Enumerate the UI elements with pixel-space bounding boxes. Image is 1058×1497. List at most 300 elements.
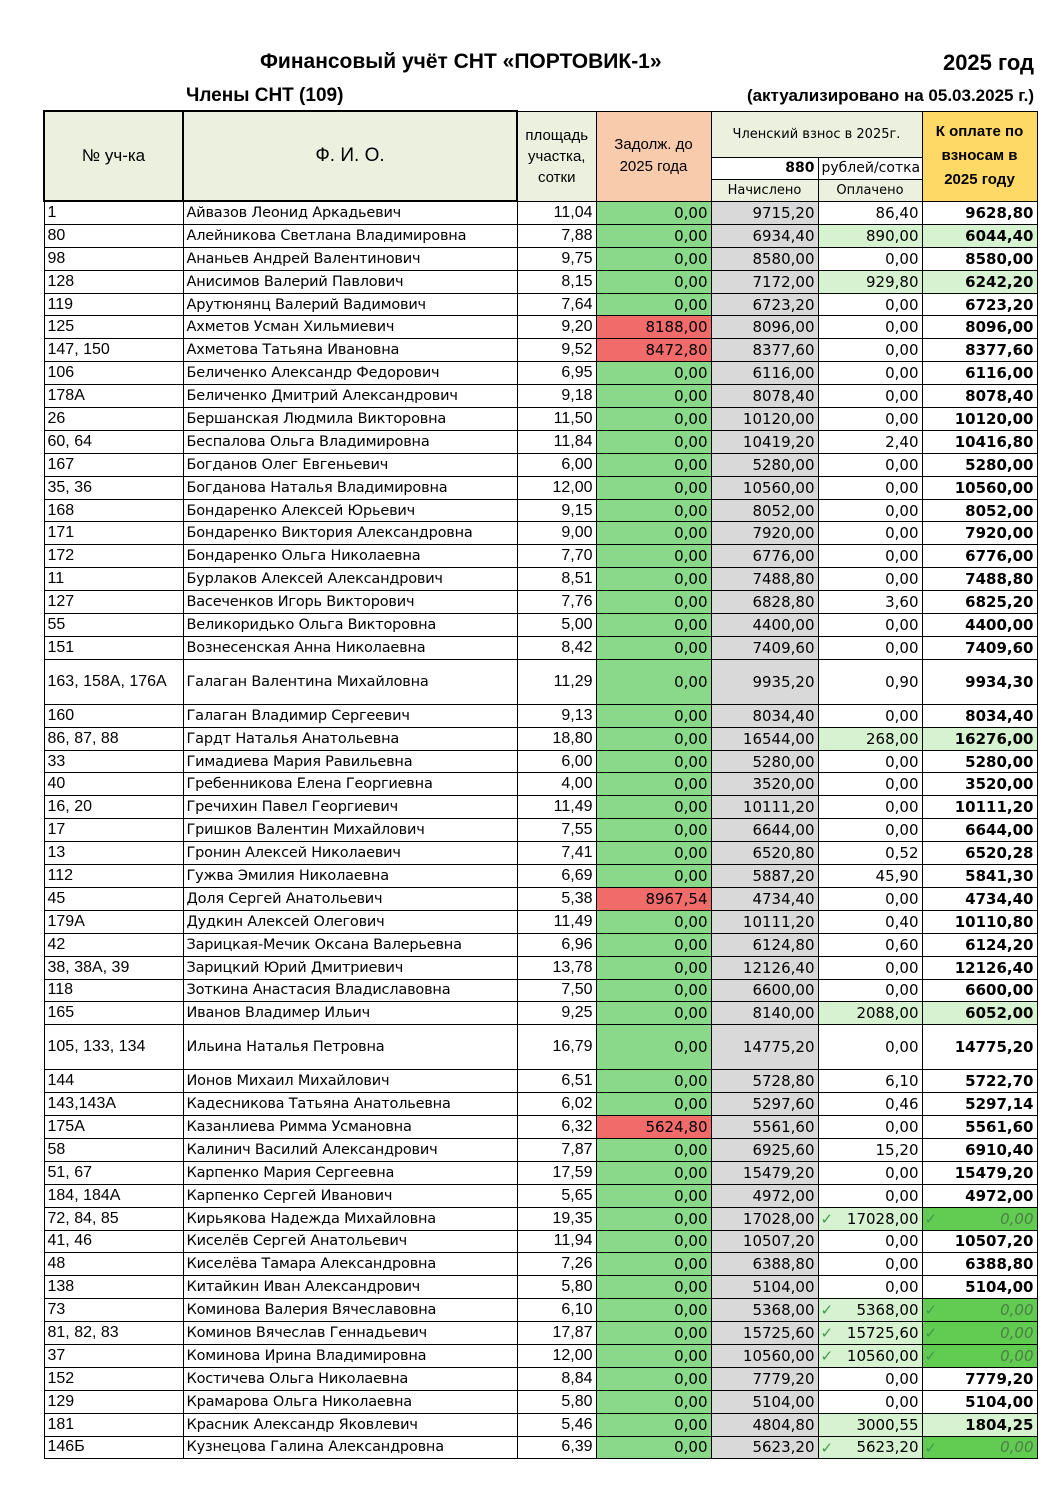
plot-number: 138 [44, 1276, 183, 1299]
table-row [44, 979, 1037, 1002]
plot-area: 5,65 [517, 1184, 596, 1207]
table-row [44, 1207, 1037, 1230]
plot-area: 6,02 [517, 1093, 596, 1116]
table-row [44, 453, 1037, 476]
to-pay-value: 6242,20 [922, 270, 1037, 293]
to-pay-value: 6520,28 [922, 842, 1037, 865]
to-pay-value: 6044,40 [922, 224, 1037, 247]
debt-value: 0,00 [596, 727, 711, 750]
accrued-value: 5104,00 [711, 1390, 818, 1413]
to-pay-value: 6644,00 [922, 819, 1037, 842]
to-pay-value: 4972,00 [922, 1184, 1037, 1207]
table-row [44, 819, 1037, 842]
col-plot: № уч-ка [44, 111, 183, 201]
debt-value: 0,00 [596, 522, 711, 545]
plot-number: 118 [44, 979, 183, 1002]
member-name: Алейникова Светлана Владимировна [183, 224, 517, 247]
paid-value: 0,40 [818, 910, 922, 933]
member-name: Гришков Валентин Михайлович [183, 819, 517, 842]
debt-value: 0,00 [596, 796, 711, 819]
debt-value: 0,00 [596, 293, 711, 316]
to-pay-value: ✓ 0,00 [922, 1207, 1037, 1230]
plot-number: 16, 20 [44, 796, 183, 819]
to-pay-value: ✓ 0,00 [922, 1299, 1037, 1322]
table-row [44, 1436, 1037, 1459]
member-name: Гимадиева Мария Равильевна [183, 750, 517, 773]
paid-value: 0,00 [818, 750, 922, 773]
member-name: Карпенко Сергей Иванович [183, 1184, 517, 1207]
plot-area: 7,70 [517, 545, 596, 568]
plot-area: 11,94 [517, 1230, 596, 1253]
member-name: Костичева Ольга Николаевна [183, 1367, 517, 1390]
paid-value: 0,00 [818, 568, 922, 591]
debt-value: 0,00 [596, 933, 711, 956]
member-name: Ильина Наталья Петровна [183, 1025, 517, 1070]
plot-area: 7,64 [517, 293, 596, 316]
plot-area: 8,51 [517, 568, 596, 591]
paid-value: 0,00 [818, 453, 922, 476]
plot-number: 11 [44, 568, 183, 591]
table-row [44, 1138, 1037, 1161]
debt-value: 0,00 [596, 453, 711, 476]
member-name: Бурлаков Алексей Александрович [183, 568, 517, 591]
plot-area: 5,38 [517, 887, 596, 910]
plot-number: 168 [44, 499, 183, 522]
accrued-value: 7488,80 [711, 568, 818, 591]
to-pay-value: 10560,00 [922, 476, 1037, 499]
plot-number: 143,143А [44, 1093, 183, 1116]
paid-value: ✓ 5368,00 [818, 1299, 922, 1322]
plot-number: 17 [44, 819, 183, 842]
document-title: Финансовый учёт СНТ «ПОРТОВИК-1» [260, 50, 662, 73]
plot-area: 7,50 [517, 979, 596, 1002]
plot-area: 9,52 [517, 339, 596, 362]
paid-value: 0,00 [818, 704, 922, 727]
accrued-value: 15725,60 [711, 1322, 818, 1345]
accrued-value: 4400,00 [711, 614, 818, 637]
accrued-value: 17028,00 [711, 1207, 818, 1230]
accrued-value: 7920,00 [711, 522, 818, 545]
to-pay-value: 10416,80 [922, 430, 1037, 453]
table-row [44, 1390, 1037, 1413]
table-row [44, 910, 1037, 933]
table-row [44, 1367, 1037, 1390]
member-name: Карпенко Мария Сергеевна [183, 1161, 517, 1184]
paid-value: 45,90 [818, 865, 922, 888]
member-name: Гребенникова Елена Георгиевна [183, 773, 517, 796]
plot-area: 12,00 [517, 476, 596, 499]
to-pay-value: 6052,00 [922, 1002, 1037, 1025]
plot-number: 171 [44, 522, 183, 545]
paid-value: 6,10 [818, 1070, 922, 1093]
accrued-value: 6644,00 [711, 819, 818, 842]
plot-number: 58 [44, 1138, 183, 1161]
debt-value: 0,00 [596, 1230, 711, 1253]
to-pay-value: ✓ 0,00 [922, 1344, 1037, 1367]
table-row [44, 1116, 1037, 1139]
table-row [44, 316, 1037, 339]
accrued-value: 14775,20 [711, 1025, 818, 1070]
table-row [44, 522, 1037, 545]
to-pay-value: 5722,70 [922, 1070, 1037, 1093]
plot-area: 13,78 [517, 956, 596, 979]
plot-area: 11,50 [517, 408, 596, 431]
plot-number: 163, 158А, 176А [44, 659, 183, 704]
member-name: Арутюнянц Валерий Вадимович [183, 293, 517, 316]
plot-area: 8,42 [517, 636, 596, 659]
member-name: Коминова Валерия Вячеславовна [183, 1299, 517, 1322]
plot-area: 11,84 [517, 430, 596, 453]
plot-area: 12,00 [517, 1344, 596, 1367]
member-name: Гречихин Павел Георгиевич [183, 796, 517, 819]
to-pay-value: 5561,60 [922, 1116, 1037, 1139]
to-pay-value: 6723,20 [922, 293, 1037, 316]
to-pay-value: 6116,00 [922, 362, 1037, 385]
member-name: Беспалова Ольга Владимировна [183, 430, 517, 453]
table-row [44, 270, 1037, 293]
plot-number: 26 [44, 408, 183, 431]
plot-area: 6,69 [517, 865, 596, 888]
debt-value: 0,00 [596, 704, 711, 727]
to-pay-value: 8096,00 [922, 316, 1037, 339]
member-name: Бондаренко Алексей Юрьевич [183, 499, 517, 522]
fee-rate-value: 880 [711, 157, 818, 179]
plot-number: 160 [44, 704, 183, 727]
plot-area: 9,25 [517, 1002, 596, 1025]
paid-value: 2,40 [818, 430, 922, 453]
to-pay-value: 9628,80 [922, 201, 1037, 224]
table-row [44, 1230, 1037, 1253]
debt-value: 0,00 [596, 842, 711, 865]
debt-value: 0,00 [596, 1138, 711, 1161]
table-row [44, 842, 1037, 865]
member-name: Гронин Алексей Николаевич [183, 842, 517, 865]
to-pay-value: 7920,00 [922, 522, 1037, 545]
table-row [44, 247, 1037, 270]
paid-value: 0,00 [818, 956, 922, 979]
to-pay-value: 14775,20 [922, 1025, 1037, 1070]
plot-area: 5,46 [517, 1413, 596, 1436]
debt-value: 0,00 [596, 1184, 711, 1207]
member-name: Ахметов Усман Хильмиевич [183, 316, 517, 339]
plot-number: 144 [44, 1070, 183, 1093]
debt-value: 0,00 [596, 430, 711, 453]
accrued-value: 8052,00 [711, 499, 818, 522]
paid-value: 0,00 [818, 1253, 922, 1276]
member-name: Гужва Эмилия Николаевна [183, 865, 517, 888]
accrued-value: 7172,00 [711, 270, 818, 293]
col-to-pay: К оплате по взносам в 2025 году [922, 111, 1037, 201]
table-row [44, 887, 1037, 910]
plot-area: 11,49 [517, 796, 596, 819]
plot-area: 9,13 [517, 704, 596, 727]
paid-value: 0,00 [818, 819, 922, 842]
members-count: Члены СНТ (109) [186, 85, 344, 106]
to-pay-value: 4400,00 [922, 614, 1037, 637]
plot-area: 6,10 [517, 1299, 596, 1322]
table-row [44, 430, 1037, 453]
debt-value: 0,00 [596, 1299, 711, 1322]
paid-value: 0,00 [818, 339, 922, 362]
plot-number: 165 [44, 1002, 183, 1025]
checkmark-icon: ✓ [924, 1301, 938, 1320]
paid-value: 0,00 [818, 1390, 922, 1413]
plot-area: 7,87 [517, 1138, 596, 1161]
paid-value: 0,00 [818, 773, 922, 796]
debt-value: 0,00 [596, 408, 711, 431]
debt-value: 0,00 [596, 979, 711, 1002]
member-name: Дудкин Алексей Олегович [183, 910, 517, 933]
debt-value: 0,00 [596, 1413, 711, 1436]
member-name: Васеченков Игорь Викторович [183, 591, 517, 614]
to-pay-value: 10111,20 [922, 796, 1037, 819]
plot-number: 42 [44, 933, 183, 956]
plot-number: 106 [44, 362, 183, 385]
plot-number: 45 [44, 887, 183, 910]
debt-value: 0,00 [596, 1367, 711, 1390]
accrued-value: 10560,00 [711, 476, 818, 499]
table-row [44, 385, 1037, 408]
to-pay-value: 7488,80 [922, 568, 1037, 591]
accrued-value: 4972,00 [711, 1184, 818, 1207]
accrued-value: 5623,20 [711, 1436, 818, 1459]
plot-area: 9,75 [517, 247, 596, 270]
to-pay-value: 8580,00 [922, 247, 1037, 270]
member-name: Ахметова Татьяна Ивановна [183, 339, 517, 362]
plot-number: 73 [44, 1299, 183, 1322]
member-name: Красник Александр Яковлевич [183, 1413, 517, 1436]
table-row [44, 545, 1037, 568]
accrued-value: 7409,60 [711, 636, 818, 659]
paid-value: 0,00 [818, 293, 922, 316]
table-row [44, 568, 1037, 591]
debt-value: 8472,80 [596, 339, 711, 362]
plot-area: 16,79 [517, 1025, 596, 1070]
plot-area: 6,96 [517, 933, 596, 956]
to-pay-value: ✓ 0,00 [922, 1322, 1037, 1345]
accrued-value: 6934,40 [711, 224, 818, 247]
plot-number: 112 [44, 865, 183, 888]
debt-value: 0,00 [596, 1390, 711, 1413]
to-pay-value: 15479,20 [922, 1161, 1037, 1184]
paid-value: 268,00 [818, 727, 922, 750]
accrued-value: 10120,00 [711, 408, 818, 431]
member-name: Ананьев Андрей Валентинович [183, 247, 517, 270]
paid-value: 15,20 [818, 1138, 922, 1161]
to-pay-value: 6600,00 [922, 979, 1037, 1002]
paid-value: 0,00 [818, 385, 922, 408]
to-pay-value: 5104,00 [922, 1276, 1037, 1299]
member-name: Киселёва Тамара Александровна [183, 1253, 517, 1276]
plot-number: 55 [44, 614, 183, 637]
paid-value: 0,00 [818, 1367, 922, 1390]
member-name: Зоткина Анастасия Владиславовна [183, 979, 517, 1002]
plot-number: 167 [44, 453, 183, 476]
checkmark-icon: ✓ [924, 1346, 938, 1365]
table-row [44, 1093, 1037, 1116]
accrued-value: 4734,40 [711, 887, 818, 910]
col-area: площадь участка, сотки [517, 111, 596, 201]
plot-area: 7,76 [517, 591, 596, 614]
accrued-value: 10507,20 [711, 1230, 818, 1253]
member-name: Беличенко Дмитрий Александрович [183, 385, 517, 408]
plot-number: 147, 150 [44, 339, 183, 362]
paid-value: 0,00 [818, 614, 922, 637]
paid-value: 890,00 [818, 224, 922, 247]
to-pay-value: 1804,25 [922, 1413, 1037, 1436]
plot-number: 119 [44, 293, 183, 316]
to-pay-value: 5280,00 [922, 750, 1037, 773]
paid-value: 929,80 [818, 270, 922, 293]
table-row [44, 1025, 1037, 1070]
to-pay-value: 8377,60 [922, 339, 1037, 362]
accrued-value: 7779,20 [711, 1367, 818, 1390]
plot-number: 60, 64 [44, 430, 183, 453]
debt-value: 0,00 [596, 247, 711, 270]
debt-value: 0,00 [596, 224, 711, 247]
paid-value: 0,00 [818, 316, 922, 339]
debt-value: 0,00 [596, 201, 711, 224]
accrued-value: 8140,00 [711, 1002, 818, 1025]
member-name: Беличенко Александр Федорович [183, 362, 517, 385]
table-row [44, 408, 1037, 431]
paid-value: 0,60 [818, 933, 922, 956]
plot-area: 7,55 [517, 819, 596, 842]
plot-area: 7,88 [517, 224, 596, 247]
plot-number: 35, 36 [44, 476, 183, 499]
debt-value: 0,00 [596, 1207, 711, 1230]
accrued-value: 6520,80 [711, 842, 818, 865]
paid-value: 0,46 [818, 1093, 922, 1116]
member-name: Иванов Владимер Ильич [183, 1002, 517, 1025]
debt-value: 0,00 [596, 910, 711, 933]
checkmark-icon: ✓ [820, 1346, 834, 1365]
debt-value: 0,00 [596, 1002, 711, 1025]
col-paid: Оплачено [818, 179, 922, 201]
plot-area: 6,00 [517, 453, 596, 476]
accrued-value: 9715,20 [711, 201, 818, 224]
accrued-value: 10111,20 [711, 796, 818, 819]
debt-value: 0,00 [596, 568, 711, 591]
accrued-value: 4804,80 [711, 1413, 818, 1436]
to-pay-value: 10507,20 [922, 1230, 1037, 1253]
plot-area: 4,00 [517, 773, 596, 796]
plot-area: 11,04 [517, 201, 596, 224]
paid-value: ✓ 15725,60 [818, 1322, 922, 1345]
plot-area: 9,00 [517, 522, 596, 545]
plot-number: 33 [44, 750, 183, 773]
debt-value: 0,00 [596, 614, 711, 637]
debt-value: 0,00 [596, 1070, 711, 1093]
plot-area: 6,39 [517, 1436, 596, 1459]
table-row [44, 659, 1037, 704]
member-name: Киселёв Сергей Анатольевич [183, 1230, 517, 1253]
debt-value: 0,00 [596, 1276, 711, 1299]
plot-area: 5,80 [517, 1276, 596, 1299]
accrued-value: 5280,00 [711, 750, 818, 773]
member-name: Бондаренко Виктория Александровна [183, 522, 517, 545]
accrued-value: 6828,80 [711, 591, 818, 614]
plot-area: 19,35 [517, 1207, 596, 1230]
plot-number: 152 [44, 1367, 183, 1390]
accrued-value: 8580,00 [711, 247, 818, 270]
accrued-value: 5297,60 [711, 1093, 818, 1116]
plot-number: 127 [44, 591, 183, 614]
update-date: (актуализировано на 05.03.2025 г.) [746, 86, 1034, 105]
table-row [44, 636, 1037, 659]
plot-number: 51, 67 [44, 1161, 183, 1184]
paid-value: 0,00 [818, 247, 922, 270]
debt-value: 0,00 [596, 362, 711, 385]
paid-value: ✓ 17028,00 [818, 1207, 922, 1230]
plot-area: 5,80 [517, 1390, 596, 1413]
checkmark-icon: ✓ [924, 1324, 938, 1343]
paid-value: 0,00 [818, 1230, 922, 1253]
plot-number: 178А [44, 385, 183, 408]
member-name: Богданова Наталья Владимировна [183, 476, 517, 499]
table-row [44, 933, 1037, 956]
accrued-value: 8377,60 [711, 339, 818, 362]
plot-number: 48 [44, 1253, 183, 1276]
plot-number: 41, 46 [44, 1230, 183, 1253]
table-row [44, 1276, 1037, 1299]
plot-number: 40 [44, 773, 183, 796]
to-pay-value: 12126,40 [922, 956, 1037, 979]
table-row [44, 1344, 1037, 1367]
paid-value: ✓ 5623,20 [818, 1436, 922, 1459]
to-pay-value: 3520,00 [922, 773, 1037, 796]
accrued-value: 5368,00 [711, 1299, 818, 1322]
fee-rate-unit: рублей/сотка [818, 157, 922, 179]
to-pay-value: 10110,80 [922, 910, 1037, 933]
table-row [44, 750, 1037, 773]
plot-area: 17,87 [517, 1322, 596, 1345]
table-row [44, 865, 1037, 888]
member-name: Галаган Валентина Михайловна [183, 659, 517, 704]
plot-area: 11,29 [517, 659, 596, 704]
member-name: Айвазов Леонид Аркадьевич [183, 201, 517, 224]
plot-number: 175А [44, 1116, 183, 1139]
col-fio: Ф. И. О. [183, 111, 517, 201]
accrued-value: 5728,80 [711, 1070, 818, 1093]
to-pay-value: 8078,40 [922, 385, 1037, 408]
paid-value: ✓ 10560,00 [818, 1344, 922, 1367]
member-name: Галаган Владимир Сергеевич [183, 704, 517, 727]
plot-number: 128 [44, 270, 183, 293]
debt-value: 0,00 [596, 270, 711, 293]
table-row [44, 362, 1037, 385]
plot-number: 105, 133, 134 [44, 1025, 183, 1070]
table-row [44, 1413, 1037, 1436]
paid-value: 0,00 [818, 796, 922, 819]
debt-value: 0,00 [596, 476, 711, 499]
paid-value: 0,00 [818, 499, 922, 522]
debt-value: 0,00 [596, 819, 711, 842]
member-name: Анисимов Валерий Павлович [183, 270, 517, 293]
plot-number: 151 [44, 636, 183, 659]
paid-value: 0,52 [818, 842, 922, 865]
plot-number: 81, 82, 83 [44, 1322, 183, 1345]
plot-number: 184, 184А [44, 1184, 183, 1207]
accrued-value: 6600,00 [711, 979, 818, 1002]
accrued-value: 6723,20 [711, 293, 818, 316]
accrued-value: 8034,40 [711, 704, 818, 727]
accrued-value: 6124,80 [711, 933, 818, 956]
accrued-value: 6116,00 [711, 362, 818, 385]
table-row [44, 1253, 1037, 1276]
paid-value: 0,00 [818, 1116, 922, 1139]
paid-value: 0,00 [818, 979, 922, 1002]
